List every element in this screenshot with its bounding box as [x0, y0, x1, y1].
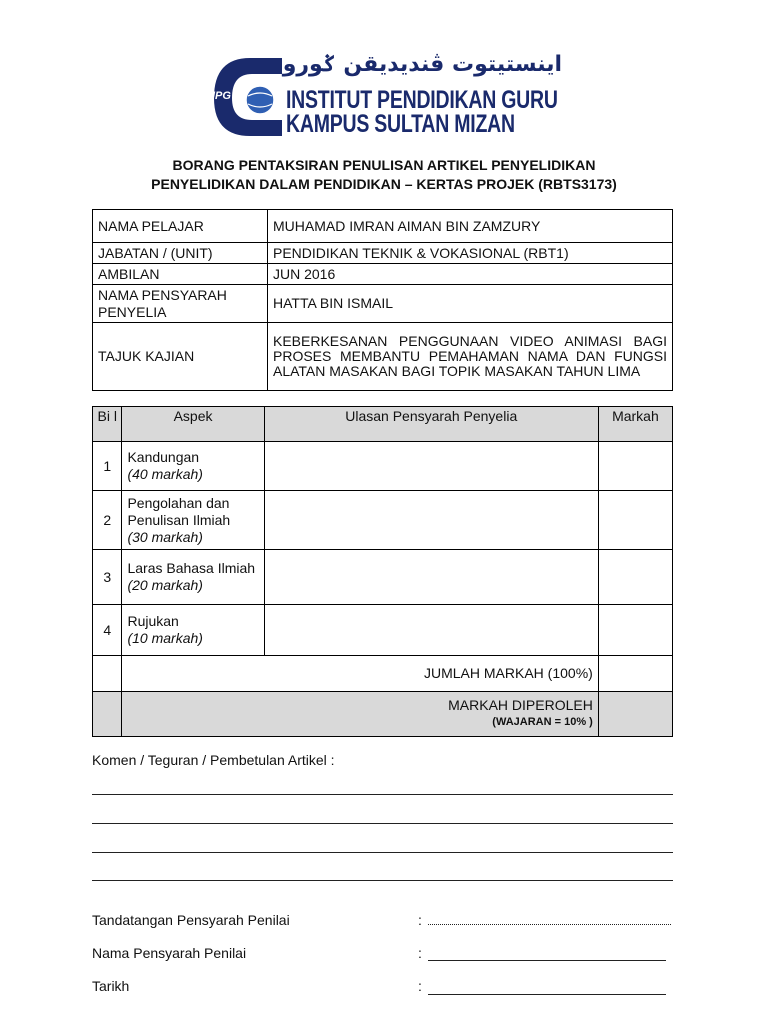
info-label: TAJUK KAJIAN — [93, 323, 268, 391]
info-row-student — [93, 210, 673, 243]
total-label: JUMLAH MARKAH (100%) — [122, 656, 598, 692]
header-aspect: Aspek — [122, 407, 264, 442]
row-aspect — [122, 605, 264, 656]
aspect-name: Kandungan — [127, 449, 200, 465]
obtained-cell — [122, 692, 598, 737]
total-marks-cell[interactable] — [598, 656, 672, 692]
info-label: NAMA PENSYARAH PENYELIA — [93, 285, 268, 323]
info-label: NAMA PELAJAR — [93, 210, 268, 243]
total-empty-cell — [93, 656, 122, 692]
marks-cell[interactable] — [598, 605, 672, 656]
info-row-intake — [93, 264, 673, 285]
jawi-text: اينستيتوت ڤنديديقن ݢورو — [282, 52, 562, 77]
row-aspect — [122, 550, 264, 605]
name-field[interactable] — [428, 960, 666, 961]
assessment-row — [93, 442, 673, 491]
assessment-table — [92, 406, 673, 737]
form-title-line2: PENYELIDIKAN DALAM PENDIDIKAN – KERTAS PROJEK (RBTS3173) — [151, 176, 617, 192]
marks-cell[interactable] — [598, 550, 672, 605]
info-value: HATTA BIN ISMAIL — [268, 285, 673, 323]
logo-badge-text: IPG — [212, 90, 231, 102]
name-label: Nama Pensyarah Penilai — [92, 945, 247, 961]
assessment-row — [93, 491, 673, 550]
date-colon: : — [418, 978, 422, 994]
review-cell[interactable] — [264, 491, 598, 550]
total-row — [93, 656, 673, 692]
row-aspect — [122, 491, 264, 550]
date-field[interactable] — [428, 994, 666, 995]
info-label: AMBILAN — [93, 264, 268, 285]
aspect-name: Pengolahan dan Penulisan Ilmiah — [127, 494, 231, 528]
institution-logo — [210, 50, 560, 140]
comment-line[interactable] — [92, 880, 673, 881]
aspect-name: Laras Bahasa Ilmiah — [127, 560, 256, 576]
review-cell[interactable] — [264, 550, 598, 605]
signature-colon: : — [418, 912, 422, 928]
row-number: 1 — [93, 442, 122, 491]
obtained-marks-cell[interactable] — [598, 692, 672, 737]
aspect-marks: (40 markah) — [127, 466, 203, 482]
assessment-row — [93, 550, 673, 605]
header-no: Bi l — [93, 407, 122, 442]
marks-cell[interactable] — [598, 491, 672, 550]
info-label: JABATAN / (UNIT) — [93, 243, 268, 264]
row-aspect — [122, 442, 264, 491]
name-colon: : — [418, 945, 422, 961]
aspect-marks: (10 markah) — [127, 630, 203, 646]
info-row-supervisor — [93, 285, 673, 323]
comments-label: Komen / Teguran / Pembetulan Artikel : — [92, 752, 335, 768]
institution-name-line1: INSTITUT PENDIDIKAN GURU — [286, 86, 558, 114]
header-review: Ulasan Pensyarah Penyelia — [264, 407, 598, 442]
review-cell[interactable] — [264, 605, 598, 656]
obtained-label: MARKAH DIPEROLEH — [448, 697, 593, 713]
aspect-marks: (20 markah) — [127, 577, 203, 593]
weight-note: (WAJARAN = 10% ) — [492, 716, 593, 728]
comment-line[interactable] — [92, 823, 673, 824]
marks-cell[interactable] — [598, 442, 672, 491]
comment-line[interactable] — [92, 794, 673, 795]
info-row-department — [93, 243, 673, 264]
aspect-name: Rujukan — [127, 613, 179, 629]
info-value: KEBERKESANAN PENGGUNAAN VIDEO ANIMASI BAGI PROSES MEMBANTU PEMAHAMAN NAMA DAN FUNGSI ALATAN MASAKAN BAGI TOPIK MASAKAN TAHUN LIMA — [268, 323, 673, 391]
form-title-line1: BORANG PENTAKSIRAN PENULISAN ARTIKEL PENYELIDIKAN — [172, 157, 596, 173]
row-number: 4 — [93, 605, 122, 656]
student-info-table — [92, 209, 673, 391]
obtained-empty-cell — [93, 692, 122, 737]
info-value: PENDIDIKAN TEKNIK & VOKASIONAL (RBT1) — [268, 243, 673, 264]
info-value: JUN 2016 — [268, 264, 673, 285]
jawi-script — [272, 52, 562, 82]
comment-line[interactable] — [92, 852, 673, 853]
signature-field[interactable] — [428, 924, 671, 925]
obtained-row — [93, 692, 673, 737]
institution-name-line2: KAMPUS SULTAN MIZAN — [286, 110, 515, 138]
info-row-title — [93, 323, 673, 391]
assessment-header-row — [93, 407, 673, 442]
info-value: MUHAMAD IMRAN AIMAN BIN ZAMZURY — [268, 210, 673, 243]
assessment-row — [93, 605, 673, 656]
row-number: 2 — [93, 491, 122, 550]
row-number: 3 — [93, 550, 122, 605]
review-cell[interactable] — [264, 442, 598, 491]
aspect-marks: (30 markah) — [127, 528, 203, 545]
header-marks: Markah — [598, 407, 672, 442]
signature-label: Tandatangan Pensyarah Penilai — [92, 912, 290, 928]
date-label: Tarikh — [92, 978, 130, 994]
